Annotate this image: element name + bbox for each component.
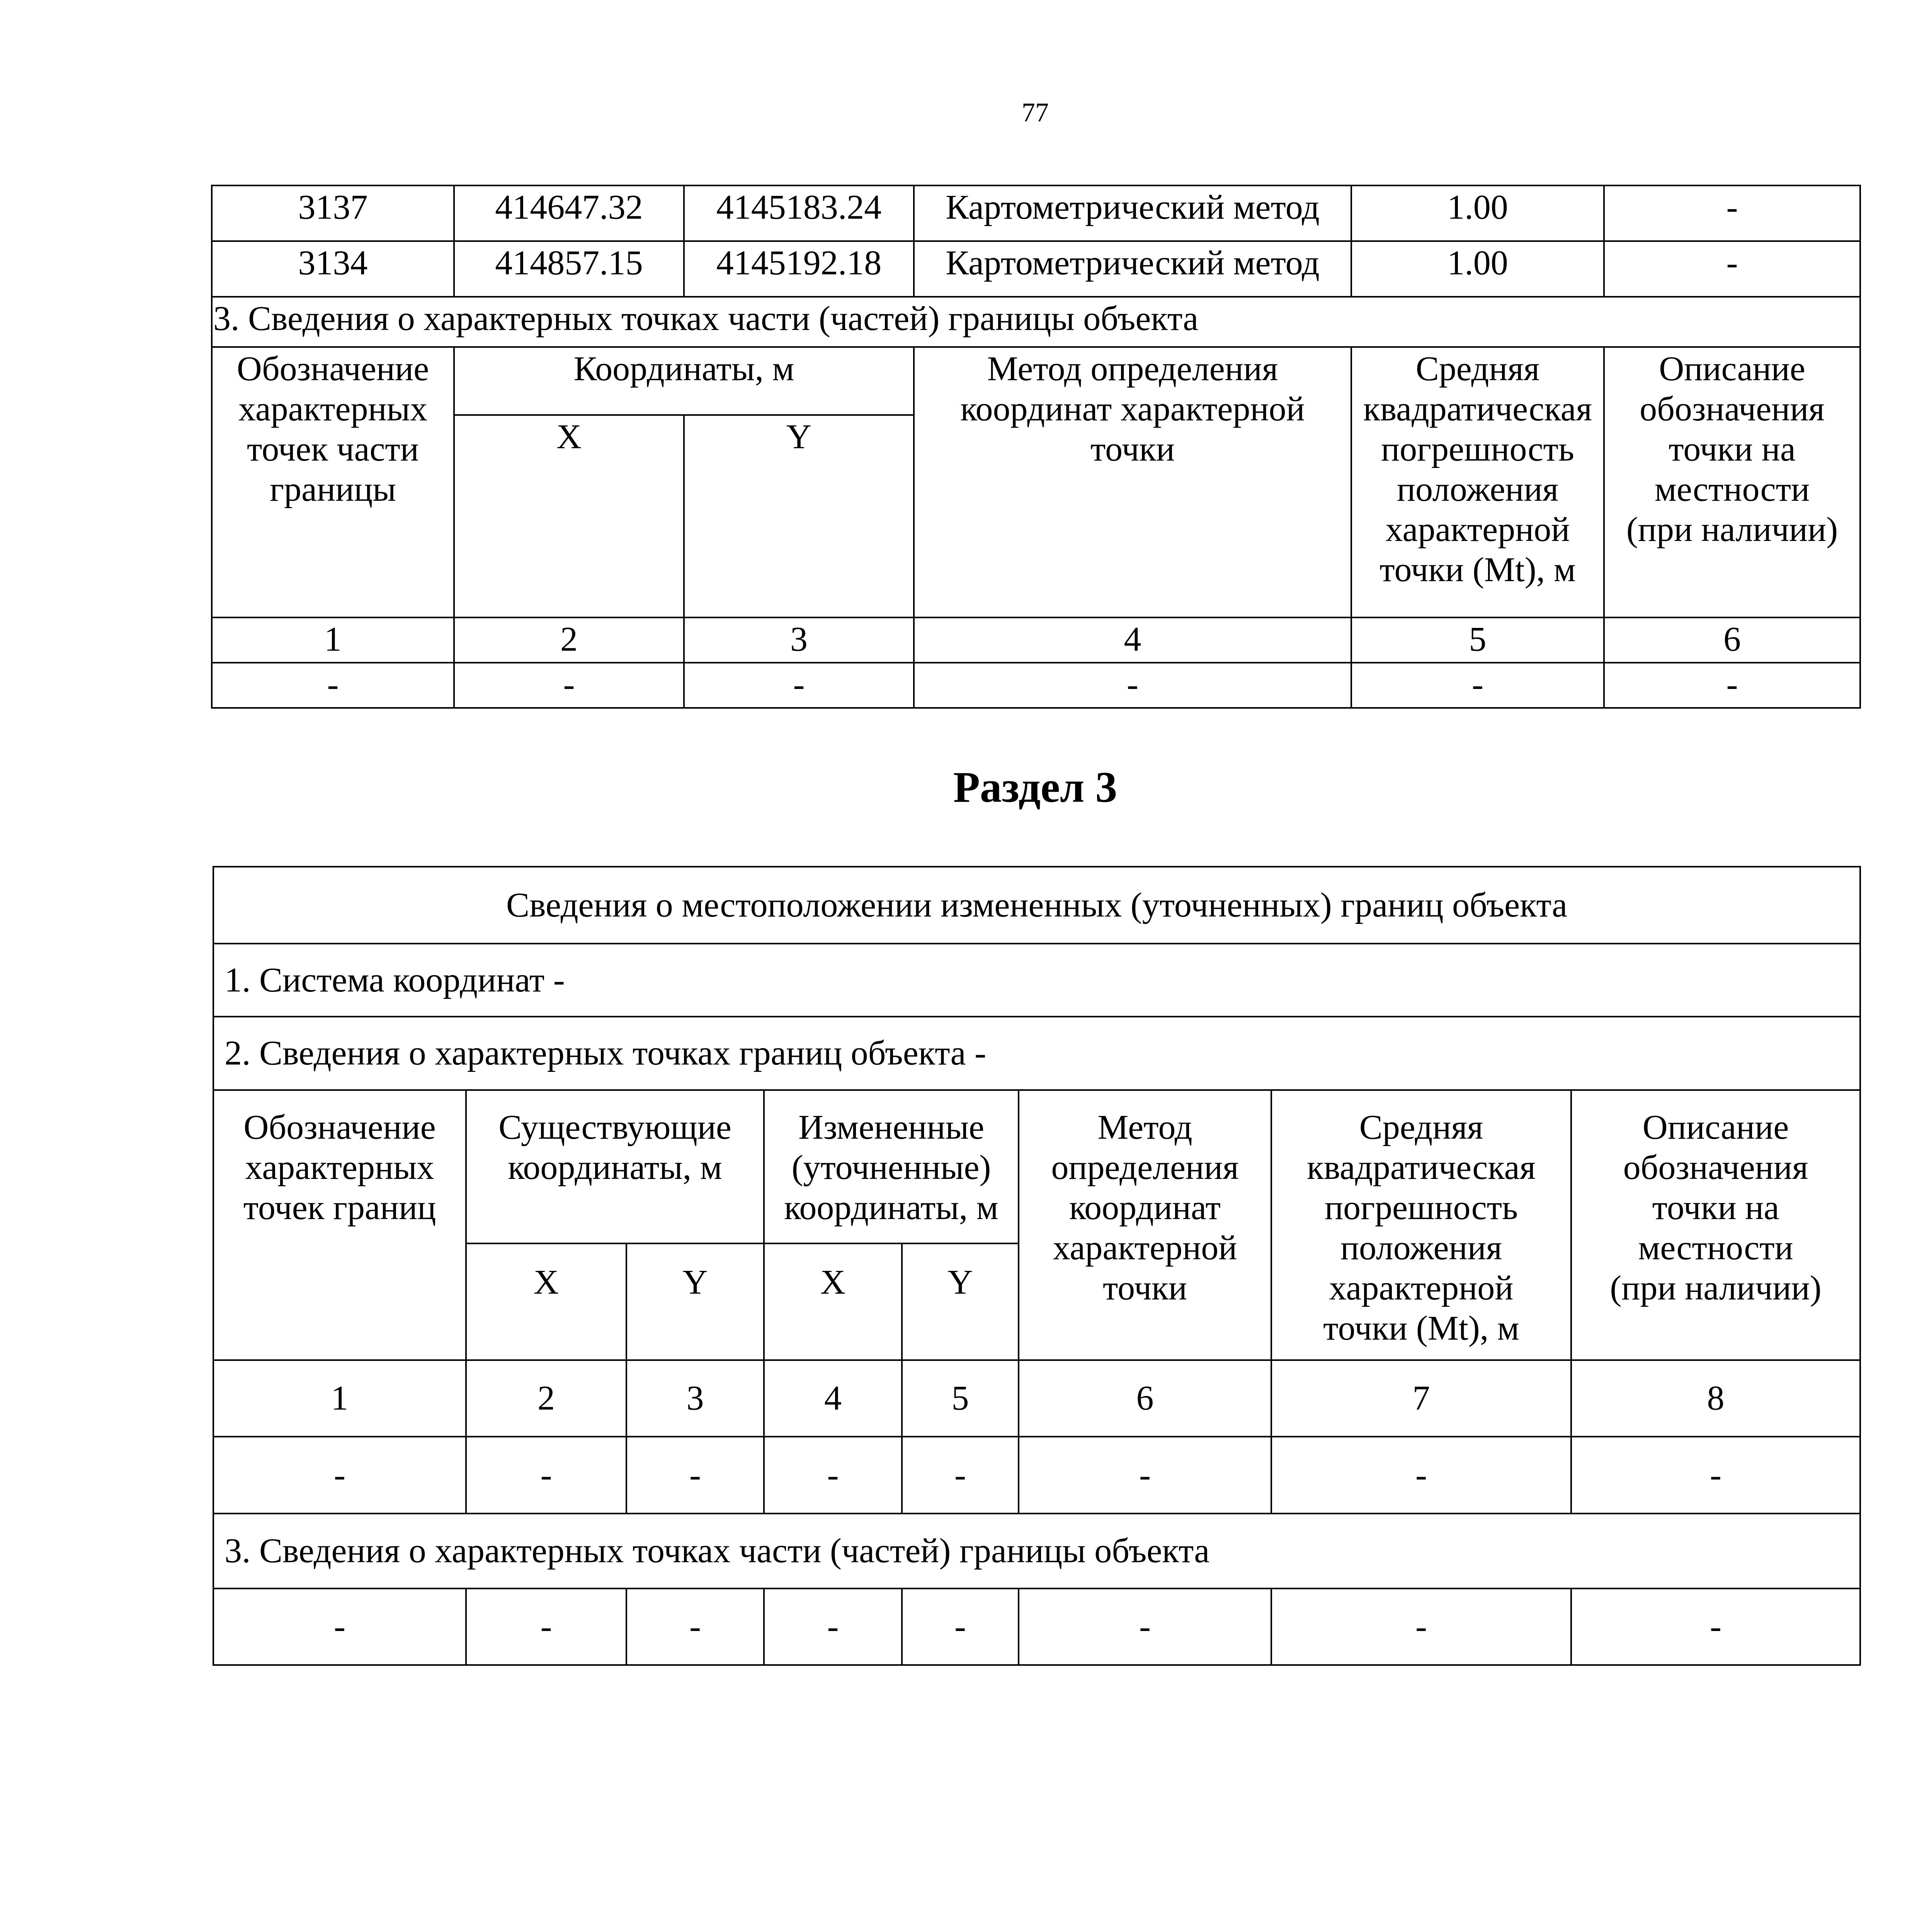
part-points-heading: 3. Сведения о характерных точках части (частей) границы объекта: [212, 297, 1860, 347]
table-row: [213, 1588, 1860, 1665]
column-number-cell: 5: [1351, 617, 1604, 663]
empty-cell: -: [213, 1588, 466, 1665]
table-row: [213, 944, 1860, 1017]
column-number-cell: 6: [1604, 617, 1860, 663]
empty-cell: -: [1351, 663, 1604, 708]
empty-cell: -: [1019, 1437, 1271, 1514]
y-coordinate-cell: 4145192.18: [684, 241, 914, 297]
header-y: Y: [684, 415, 914, 617]
empty-cell: -: [1604, 663, 1860, 708]
empty-cell: -: [454, 663, 684, 708]
empty-cell: -: [626, 1437, 764, 1514]
header-accuracy: Средняя квадратическая погрешность положения характерной точки (Mt), м: [1271, 1090, 1571, 1360]
header-changed-y: Y: [902, 1243, 1019, 1360]
table-row: [212, 241, 1860, 297]
table-row: [212, 663, 1860, 708]
table-row: [212, 185, 1860, 241]
column-number-cell: 2: [454, 617, 684, 663]
table-row: [212, 297, 1860, 347]
column-number-cell: 5: [902, 1360, 1019, 1437]
point-id-cell: 3137: [212, 185, 454, 241]
column-number-cell: 7: [1271, 1360, 1571, 1437]
changed-boundaries-table: [213, 866, 1861, 1666]
empty-cell: -: [902, 1437, 1019, 1514]
table-row: [213, 867, 1860, 944]
empty-cell: -: [466, 1588, 626, 1665]
empty-cell: -: [1271, 1437, 1571, 1514]
header-point-designation: Обозначение характерных точек части границы: [212, 347, 454, 617]
header-x: X: [454, 415, 684, 617]
column-number-cell: 1: [212, 617, 454, 663]
coordinate-system-row: 1. Система координат -: [213, 944, 1860, 1017]
empty-cell: -: [764, 1588, 902, 1665]
column-number-row: [213, 1360, 1860, 1437]
column-number-row: [212, 617, 1860, 663]
header-existing-x: X: [466, 1243, 626, 1360]
empty-cell: -: [213, 1437, 466, 1514]
point-id-cell: 3134: [212, 241, 454, 297]
table-header-row: [213, 1090, 1860, 1243]
column-number-cell: 2: [466, 1360, 626, 1437]
header-description: Описание обозначения точки на местности (при наличии): [1604, 347, 1860, 617]
description-cell: -: [1604, 185, 1860, 241]
column-number-cell: 3: [684, 617, 914, 663]
boundary-points-table-continuation: [211, 185, 1861, 709]
header-changed-x: X: [764, 1243, 902, 1360]
header-existing-y: Y: [626, 1243, 764, 1360]
table-title: Сведения о местоположении измененных (уточненных) границ объекта: [213, 867, 1860, 944]
column-number-cell: 4: [914, 617, 1351, 663]
description-cell: -: [1604, 241, 1860, 297]
part-points-heading: 3. Сведения о характерных точках части (частей) границы объекта: [213, 1514, 1860, 1588]
x-coordinate-cell: 414647.32: [454, 185, 684, 241]
column-number-cell: 6: [1019, 1360, 1271, 1437]
header-method: Метод определения координат характерной точки: [1019, 1090, 1271, 1360]
header-changed-coordinates: Измененные (уточненные) координаты, м: [764, 1090, 1019, 1243]
header-accuracy: Средняя квадратическая погрешность положения характерной точки (Mt), м: [1351, 347, 1604, 617]
empty-cell: -: [212, 663, 454, 708]
boundary-points-heading: 2. Сведения о характерных точках границ объекта -: [213, 1017, 1860, 1090]
empty-cell: -: [764, 1437, 902, 1514]
y-coordinate-cell: 4145183.24: [684, 185, 914, 241]
page-number: 77: [1022, 98, 1049, 128]
accuracy-cell: 1.00: [1351, 185, 1604, 241]
header-existing-coordinates: Существующие координаты, м: [466, 1090, 764, 1243]
x-coordinate-cell: 414857.15: [454, 241, 684, 297]
column-number-cell: 4: [764, 1360, 902, 1437]
empty-cell: -: [626, 1588, 764, 1665]
section-title: Раздел 3: [953, 763, 1118, 811]
empty-cell: -: [684, 663, 914, 708]
table-row: [213, 1437, 1860, 1514]
table-row: [213, 1017, 1860, 1090]
table-row: [213, 1514, 1860, 1588]
accuracy-cell: 1.00: [1351, 241, 1604, 297]
column-number-cell: 3: [626, 1360, 764, 1437]
method-cell: Картометрический метод: [914, 185, 1351, 241]
empty-cell: -: [902, 1588, 1019, 1665]
column-number-cell: 1: [213, 1360, 466, 1437]
header-coordinates: Координаты, м: [454, 347, 914, 415]
empty-cell: -: [1271, 1588, 1571, 1665]
empty-cell: -: [914, 663, 1351, 708]
empty-cell: -: [466, 1437, 626, 1514]
empty-cell: -: [1571, 1437, 1860, 1514]
empty-cell: -: [1019, 1588, 1271, 1665]
header-description: Описание обозначения точки на местности (при наличии): [1571, 1090, 1860, 1360]
method-cell: Картометрический метод: [914, 241, 1351, 297]
table-header-row: [212, 347, 1860, 415]
header-method: Метод определения координат характерной точки: [914, 347, 1351, 617]
column-number-cell: 8: [1571, 1360, 1860, 1437]
header-point-designation: Обозначение характерных точек границ: [213, 1090, 466, 1360]
empty-cell: -: [1571, 1588, 1860, 1665]
